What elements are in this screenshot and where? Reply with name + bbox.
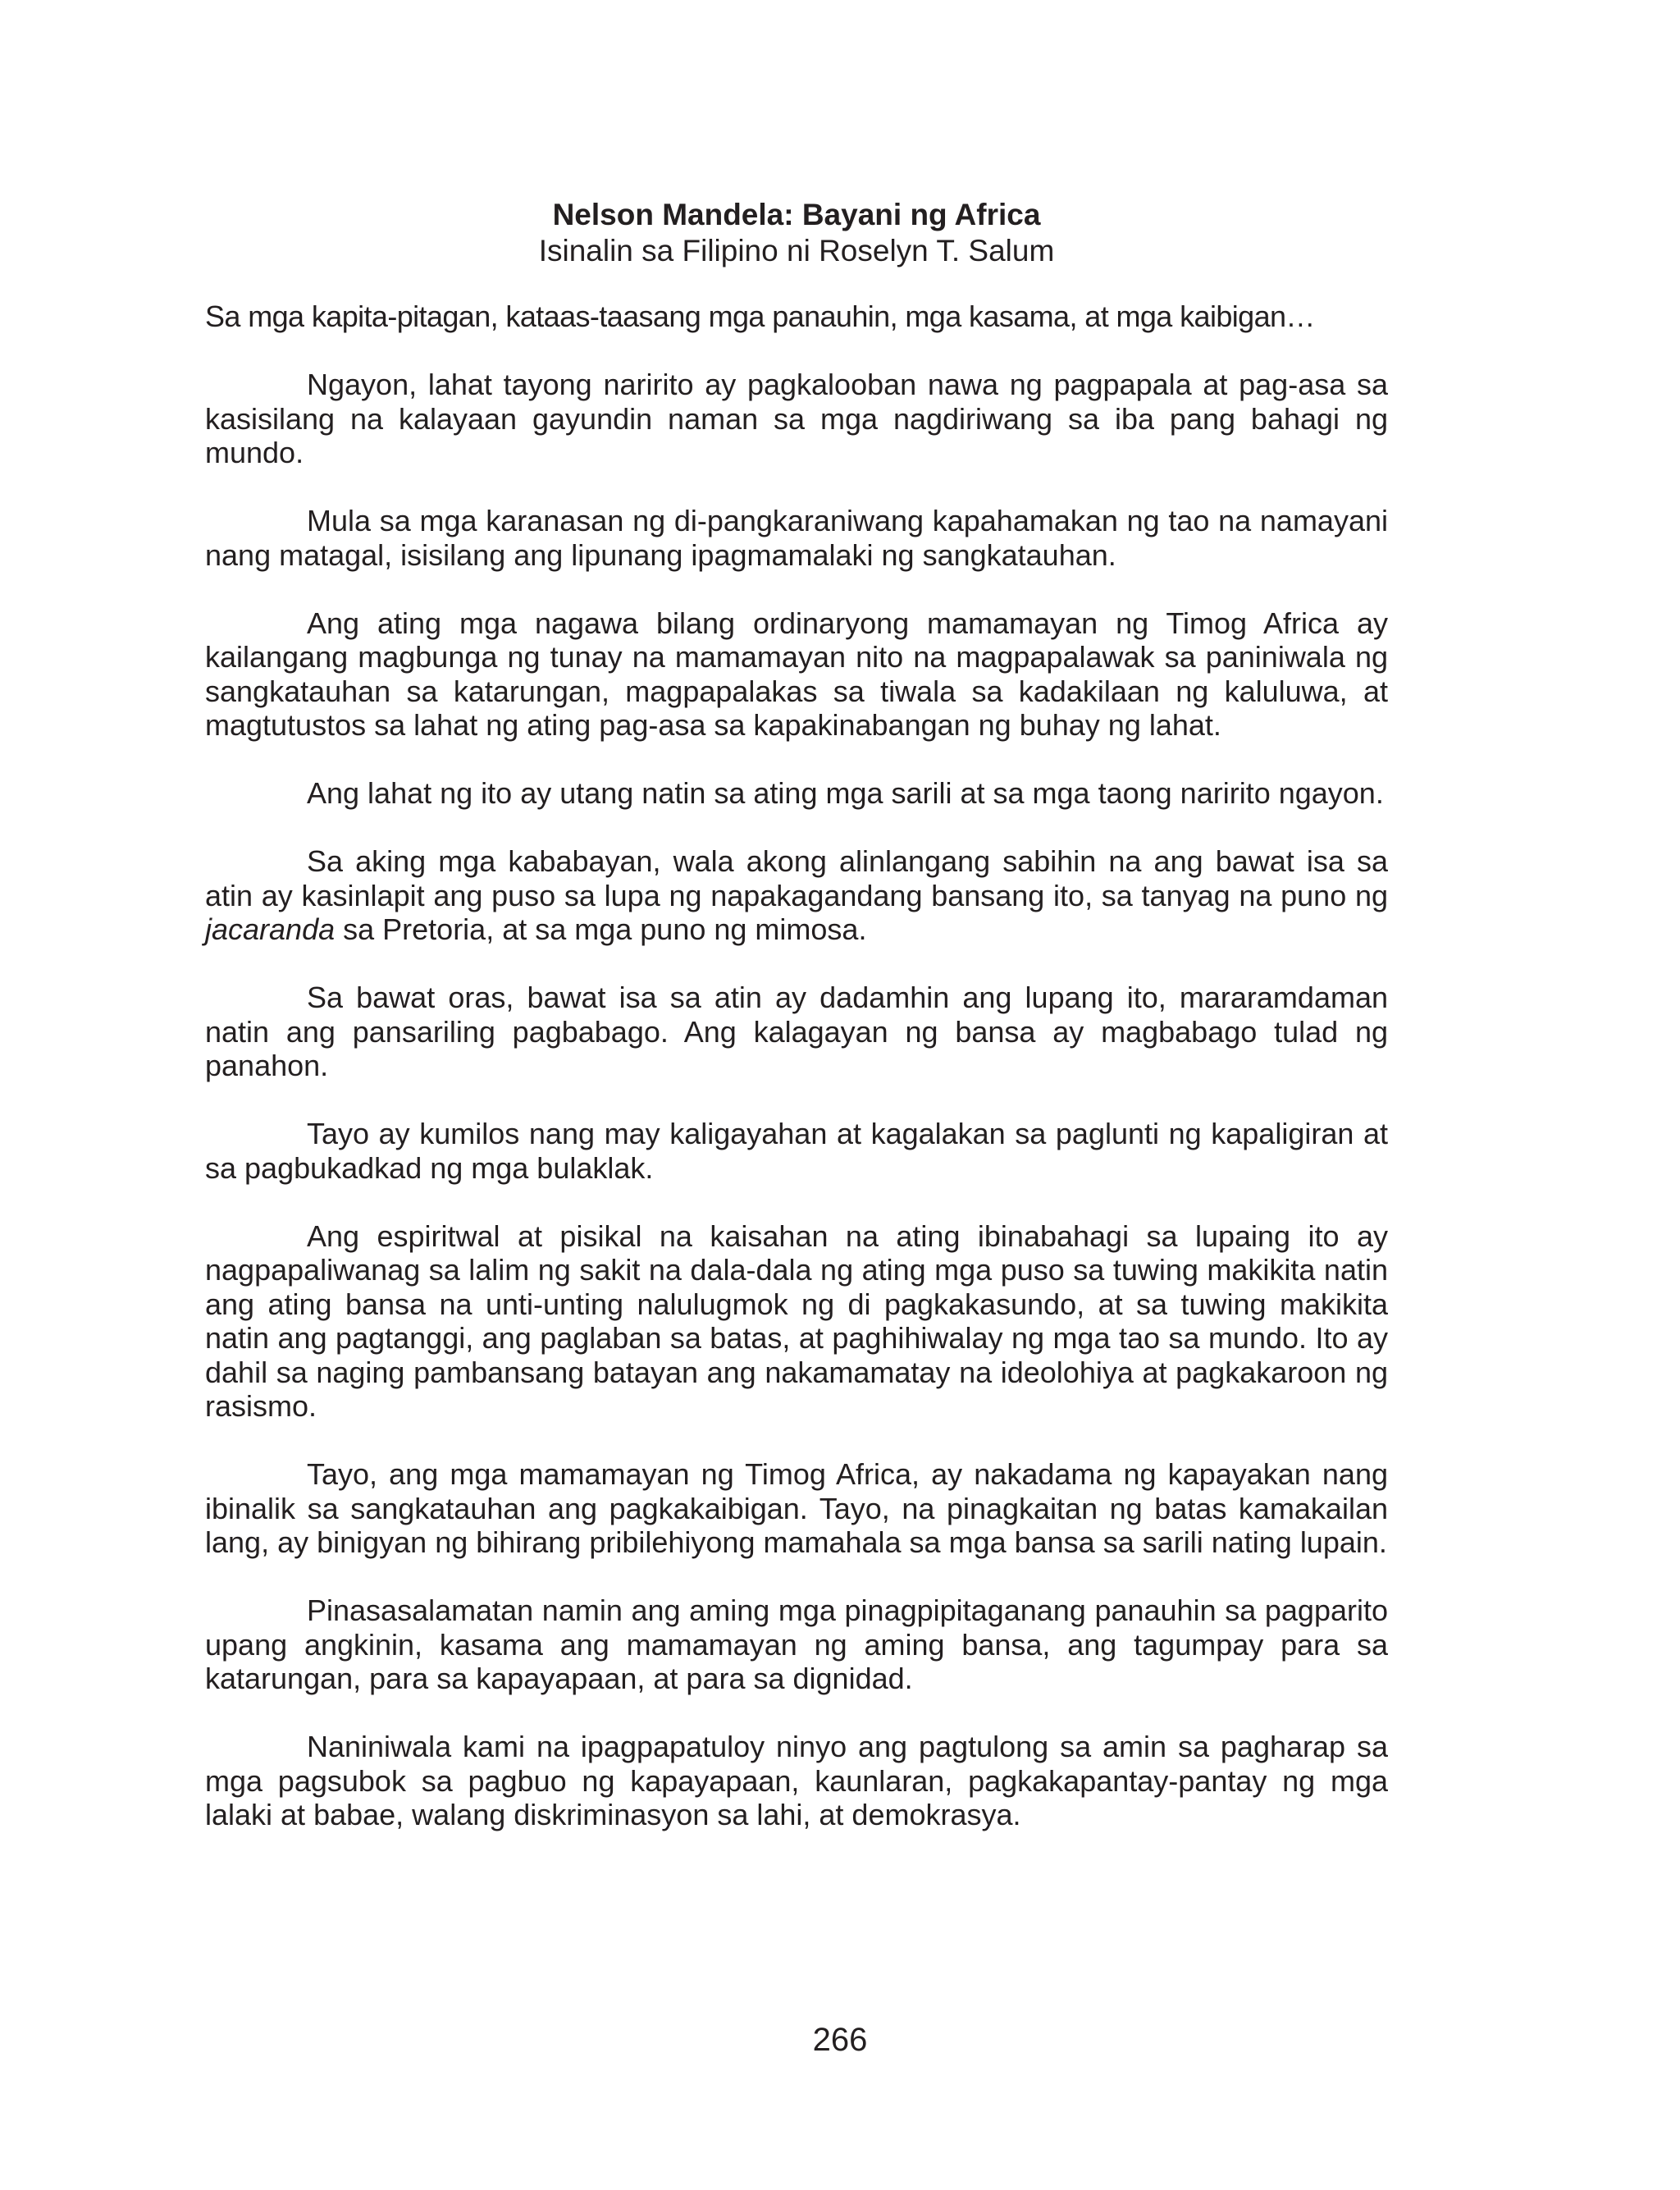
paragraph-11: Naniniwala kami na ipagpapatuloy ninyo ang pagtulong sa amin sa pagharap sa mga pagsubok sa pagbuo ng kapayapaan, kaunlaran, pagkakapantay-pantay ng mga lalaki at babae, walang diskriminasyon sa lahi, at demokrasya.	[205, 1730, 1388, 1831]
salutation: Sa mga kapita-pitagan, kataas-taasang mga panauhin, mga kasama, at mga kaibigan…	[205, 299, 1315, 333]
paragraph-5-text-after: sa Pretoria, at sa mga puno ng mimosa.	[335, 912, 867, 946]
paragraph-9: Tayo, ang mga mamamayan ng Timog Africa, ay nakadama ng kapayakan nang ibinalik sa sangkatauhan ang pagkakaibigan. Tayo, na pinagkaitan ng batas kamakailan lang, ay binigyan ng bihirang pribilehiyong mamahala sa mga bansa sa sarili nating lupain.	[205, 1457, 1388, 1559]
page-number: 266	[812, 2022, 868, 2058]
document-title: Nelson Mandela: Bayani ng Africa	[552, 198, 1041, 231]
paragraph-8: Ang espiritwal at pisikal na kaisahan na ating ibinabahagi sa lupaing ito ay nagpapaliwanag sa lalim ng sakit na dala-dala ng ating mga puso sa tuwing makikita natin ang ating bansa na unti-unting nalulugmok ng di pagkakasundo, at sa tuwing makikita natin ang pagtanggi, ang paglaban sa batas, at paghihiwalay ng mga tao sa mundo. Ito ay dahil sa naging pambansang batayan ang nakamamatay na ideolohiya at pagkakaroon ng rasismo.	[205, 1218, 1388, 1423]
paragraph-5	[205, 844, 1388, 947]
document-subtitle: Isinalin sa Filipino ni Roselyn T. Salum	[538, 234, 1055, 267]
paragraph-1: Ngayon, lahat tayong naririto ay pagkalooban nawa ng pagpapala at pag-asa sa kasisilang na kalayaan gayundin naman sa mga nagdiriwang sa iba pang bahagi ng mundo.	[205, 368, 1388, 469]
paragraph-4: Ang lahat ng ito ay utang natin sa ating mga sarili at sa mga taong naririto ngayon.	[307, 776, 1384, 810]
document-body	[205, 368, 1388, 1866]
paragraph-7: Tayo ay kumilos nang may kaligayahan at kagalakan sa paglunti ng kapaligiran at sa pagbukadkad ng mga bulaklak.	[205, 1117, 1388, 1185]
paragraph-10: Pinasasalamatan namin ang aming mga pinagpipitaganang panauhin sa pagparito upang angkinin, kasama ang mamamayan ng aming bansa, ang tagumpay para sa katarungan, para sa kapayapaan, at para sa dignidad.	[205, 1593, 1388, 1695]
paragraph-6: Sa bawat oras, bawat isa sa atin ay dadamhin ang lupang ito, mararamdaman natin ang pansariling pagbabago. Ang kalagayan ng bansa ay magbabago tulad ng panahon.	[205, 981, 1388, 1082]
document-header	[205, 197, 1388, 269]
paragraph-5-italic-term: jacaranda	[205, 912, 336, 946]
paragraph-2: Mula sa mga karanasan ng di-pangkaraniwang kapahamakan ng tao na namayani nang matagal, isisilang ang lipunang ipagmamalaki ng sangkatauhan.	[205, 504, 1388, 572]
paragraph-3: Ang ating mga nagawa bilang ordinaryong mamamayan ng Timog Africa ay kailangang magbunga ng tunay na mamamayan nito na magpapalawak sa paniniwala ng sangkatauhan sa katarungan, magpapalakas sa tiwala sa kadakilaan ng kaluluwa, at magtutustos sa lahat ng ating pag-asa sa kapakinabangan ng buhay ng lahat.	[205, 606, 1388, 742]
paragraph-5-text-before: Sa aking mga kababayan, wala akong alinlangang sabihin na ang bawat isa sa atin ay kasinlapit ang puso sa lupa ng napakagandang bansang ito, sa tanyag na puno ng	[205, 844, 1388, 912]
